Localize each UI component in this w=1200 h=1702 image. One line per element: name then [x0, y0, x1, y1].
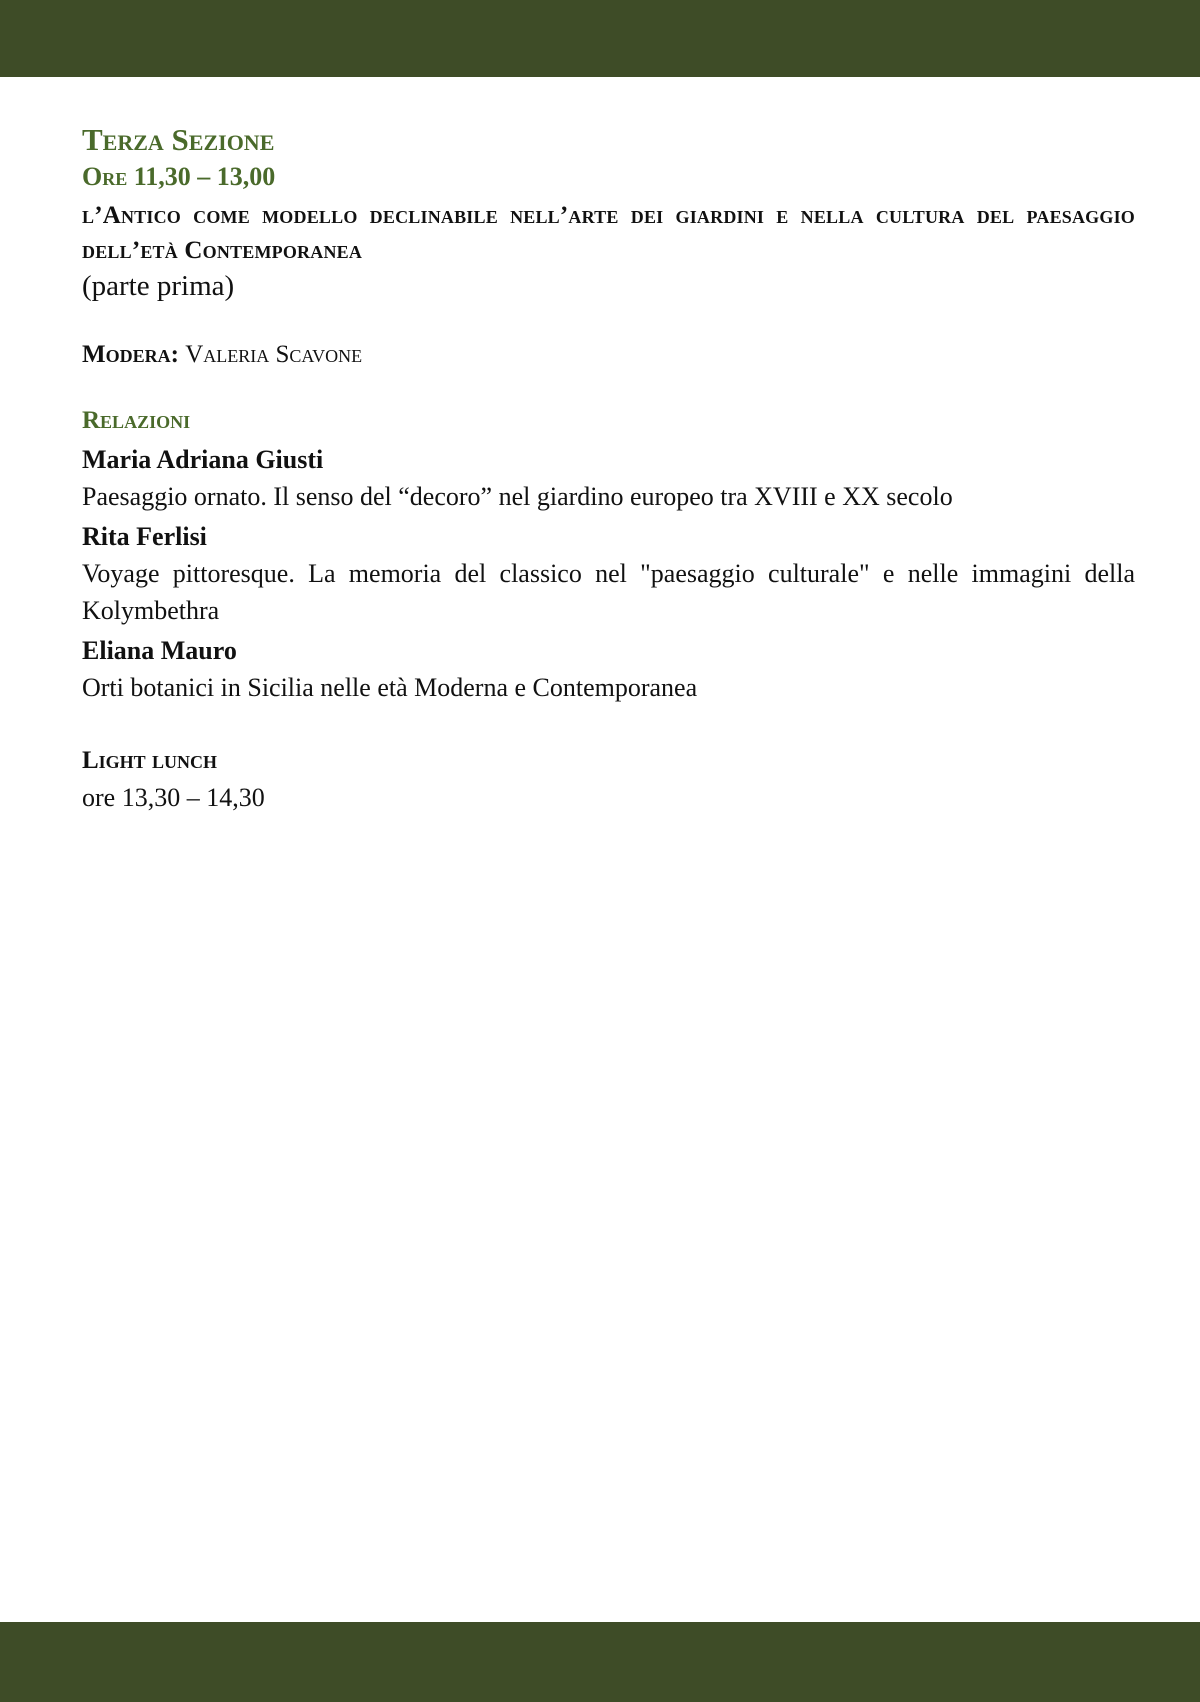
talk-speaker: Rita Ferlisi — [82, 522, 207, 551]
talk-item — [82, 442, 1135, 515]
talk-title: Voyage pittoresque. La memoria del classico nel "paesaggio culturale" e nelle immagini della Kolymbethra — [82, 559, 1135, 625]
footer-band — [0, 1622, 1200, 1702]
lunch-time: ore 13,30 – 14,30 — [82, 783, 265, 812]
section-topic-sub: (parte prima) — [82, 270, 235, 302]
section-topic: l’Antico come modello declinabile nell’arte dei giardini e nella cultura del paesaggio dell’età Contemporanea — [82, 202, 1135, 264]
talk-speaker: Maria Adriana Giusti — [82, 445, 324, 474]
moderator-name: Valeria Scavone — [185, 341, 363, 368]
talk-item — [82, 633, 1135, 706]
moderator-line — [82, 338, 1135, 372]
talk-item — [82, 519, 1135, 629]
talk-title: Paesaggio ornato. Il senso del “decoro” nel giardino europeo tra XVIII e XX secolo — [82, 482, 953, 511]
talk-speaker: Eliana Mauro — [82, 636, 237, 665]
lunch-title: Light lunch — [82, 747, 217, 774]
section-time: Ore 11,30 – 13,00 — [82, 162, 276, 191]
moderator-label: Modera: — [82, 341, 179, 368]
program-section — [82, 120, 1135, 816]
talk-title: Orti botanici in Sicilia nelle età Moderna e Contemporanea — [82, 673, 698, 702]
header-band — [0, 0, 1200, 77]
section-title: Terza Sezione — [82, 122, 275, 157]
relazioni-title: Relazioni — [82, 407, 191, 434]
